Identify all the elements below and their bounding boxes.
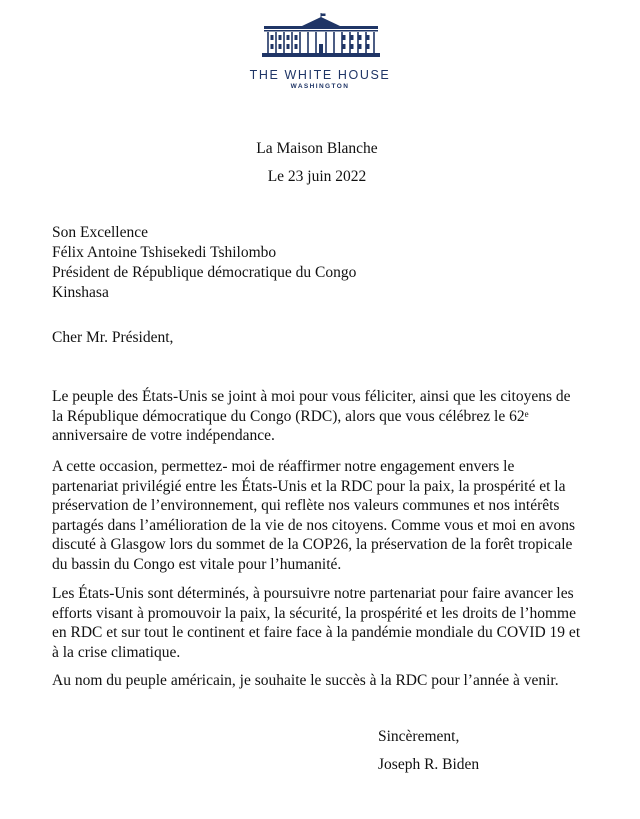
paragraph-1: [52, 387, 582, 446]
recipient-name: Félix Antoine Tshisekedi Tshilombo: [52, 244, 277, 261]
ordinal-superscript: e: [524, 408, 529, 419]
white-house-logo: [262, 13, 380, 57]
signer-name: Joseph R. Biden: [378, 756, 480, 773]
paragraph-3: [52, 584, 582, 662]
letter-date: Le 23 juin 2022: [267, 168, 367, 185]
paragraph-3-text: Les États-Unis sont déterminés, à poursuivre notre partenariat pour faire avancer les efforts visant à promouvoir la paix, la sécurité, la prospérité et les droits de l’homme en RDC et sur tout le continent et faire face à la pandémie mondiale du COVID 19 et à la crise climatique.: [52, 585, 581, 661]
paragraph-4: [52, 671, 582, 691]
recipient-title: Son Excellence: [52, 224, 148, 241]
recipient-position: Président de République démocratique du Congo: [52, 264, 357, 281]
sender-line: La Maison Blanche: [256, 140, 378, 157]
letterhead-city: WASHINGTON: [290, 83, 350, 90]
recipient-block: [52, 223, 356, 303]
paragraph-4-text: Au nom du peuple américain, je souhaite le succès à la RDC pour l’année à venir.: [52, 672, 559, 689]
letterhead-org-name: THE WHITE HOUSE: [249, 68, 391, 82]
valediction: Sincèrement,: [378, 728, 460, 745]
paragraph-2: [52, 457, 582, 575]
paragraph-1-text-a: Le peuple des États-Unis se joint à moi pour vous féliciter, ainsi que les citoyens de la République démocratique du Congo (RDC), alors que vous célébrez le 62: [52, 388, 571, 425]
salutation: Cher Mr. Président,: [52, 329, 174, 346]
recipient-city: Kinshasa: [52, 284, 109, 301]
paragraph-2-text: A cette occasion, permettez- moi de réaffirmer notre engagement envers le partenariat privilégié entre les États-Unis et la RDC pour la paix, la prospérité et la préservation de l’environnement, qui reflète nos valeurs communes et nos intérêts partagés dans l’amélioration de la vie de nos citoyens. Comme vous et moi en avons discuté à Glasgow lors du sommet de la COP26, la préservation de la forêt tropicale du bassin du Congo est vitale pour l’humanité.: [52, 458, 575, 573]
paragraph-1-text-b: anniversaire de votre indépendance.: [52, 427, 275, 445]
